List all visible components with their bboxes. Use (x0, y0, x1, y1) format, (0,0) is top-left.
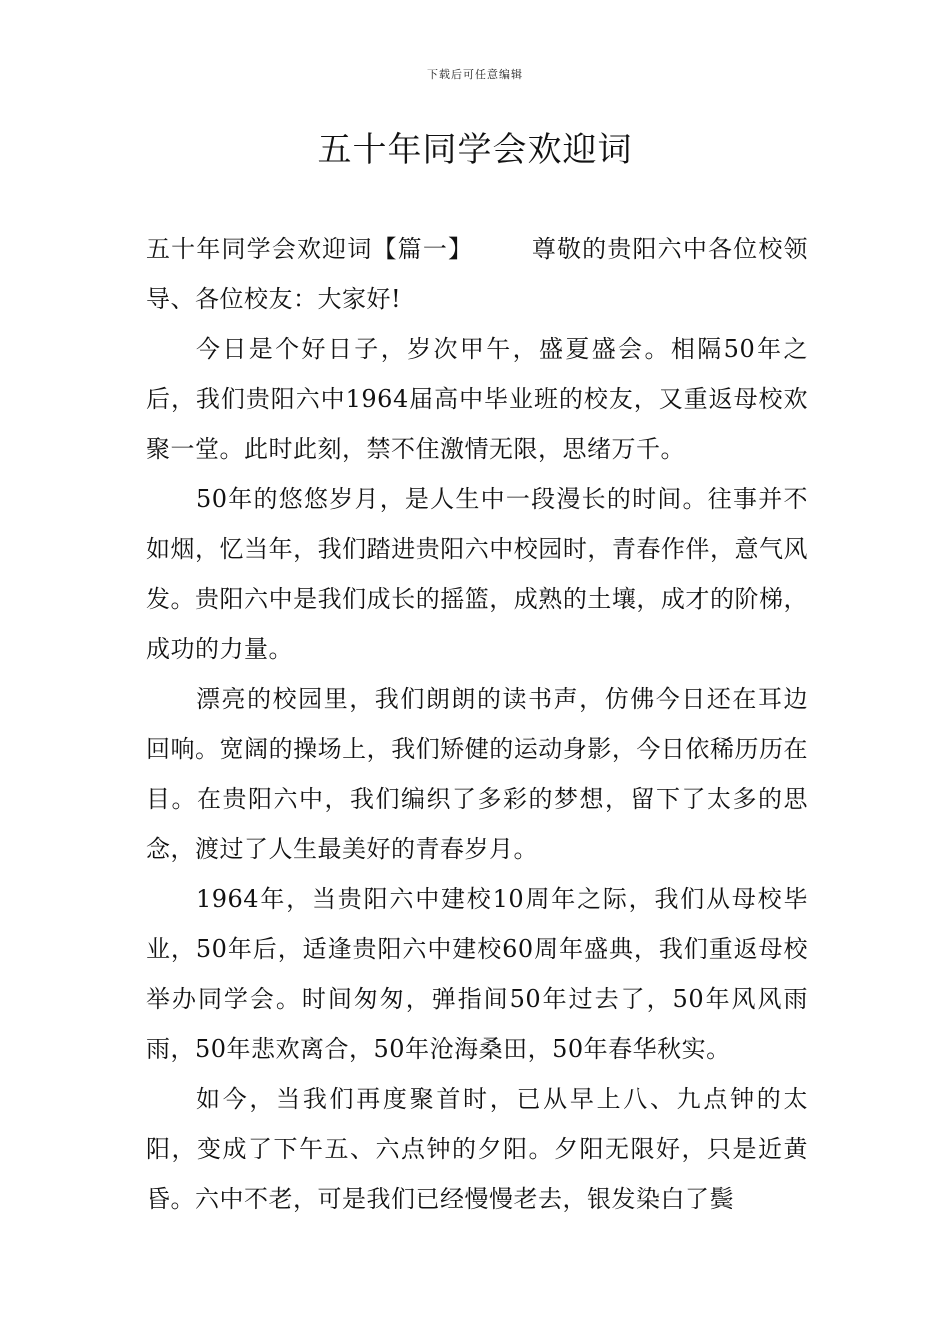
body-paragraph-4: 1964年，当贵阳六中建校10周年之际，我们从母校毕业，50年后，适逢贵阳六中建校60周年盛典，我们重返母校举办同学会。时间匆匆，弹指间50年过去了，50年风风雨雨，50年悲欢离合，50年沧海桑田，50年春华秋实。 (146, 885, 808, 1063)
intro-paragraph (146, 224, 808, 324)
body-paragraph-5: 如今，当我们再度聚首时，已从早上八、九点钟的太阳，变成了下午五、六点钟的夕阳。夕阳无限好，只是近黄昏。六中不老，可是我们已经慢慢老去，银发染白了鬓 (146, 1085, 808, 1213)
body-paragraph-1: 今日是个好日子，岁次甲午，盛夏盛会。相隔50年之后，我们贵阳六中1964届高中毕业班的校友，又重返母校欢聚一堂。此时此刻，禁不住激情无限，思绪万千。 (146, 335, 808, 463)
body-paragraph-2: 50年的悠悠岁月，是人生中一段漫长的时间。往事并不如烟，忆当年，我们踏进贵阳六中校园时，青春作伴，意气风发。贵阳六中是我们成长的摇篮，成熟的土壤，成才的阶梯，成功的力量。 (146, 485, 808, 663)
document-body (146, 224, 808, 1224)
header-note: 下载后可任意编辑 (427, 68, 523, 81)
document-title: 五十年同学会欢迎词 (317, 130, 633, 170)
body-paragraph-3: 漂亮的校园里，我们朗朗的读书声，仿佛今日还在耳边回响。宽阔的操场上，我们矫健的运动身影，今日依稀历历在目。在贵阳六中，我们编织了多彩的梦想，留下了太多的思念，渡过了人生最美好的青春岁月。 (146, 685, 808, 863)
greeting-text: 尊敬的贵阳六中各位校领导、各位校友：大家好! (146, 235, 809, 313)
section-heading: 五十年同学会欢迎词【篇一】 (146, 235, 474, 263)
